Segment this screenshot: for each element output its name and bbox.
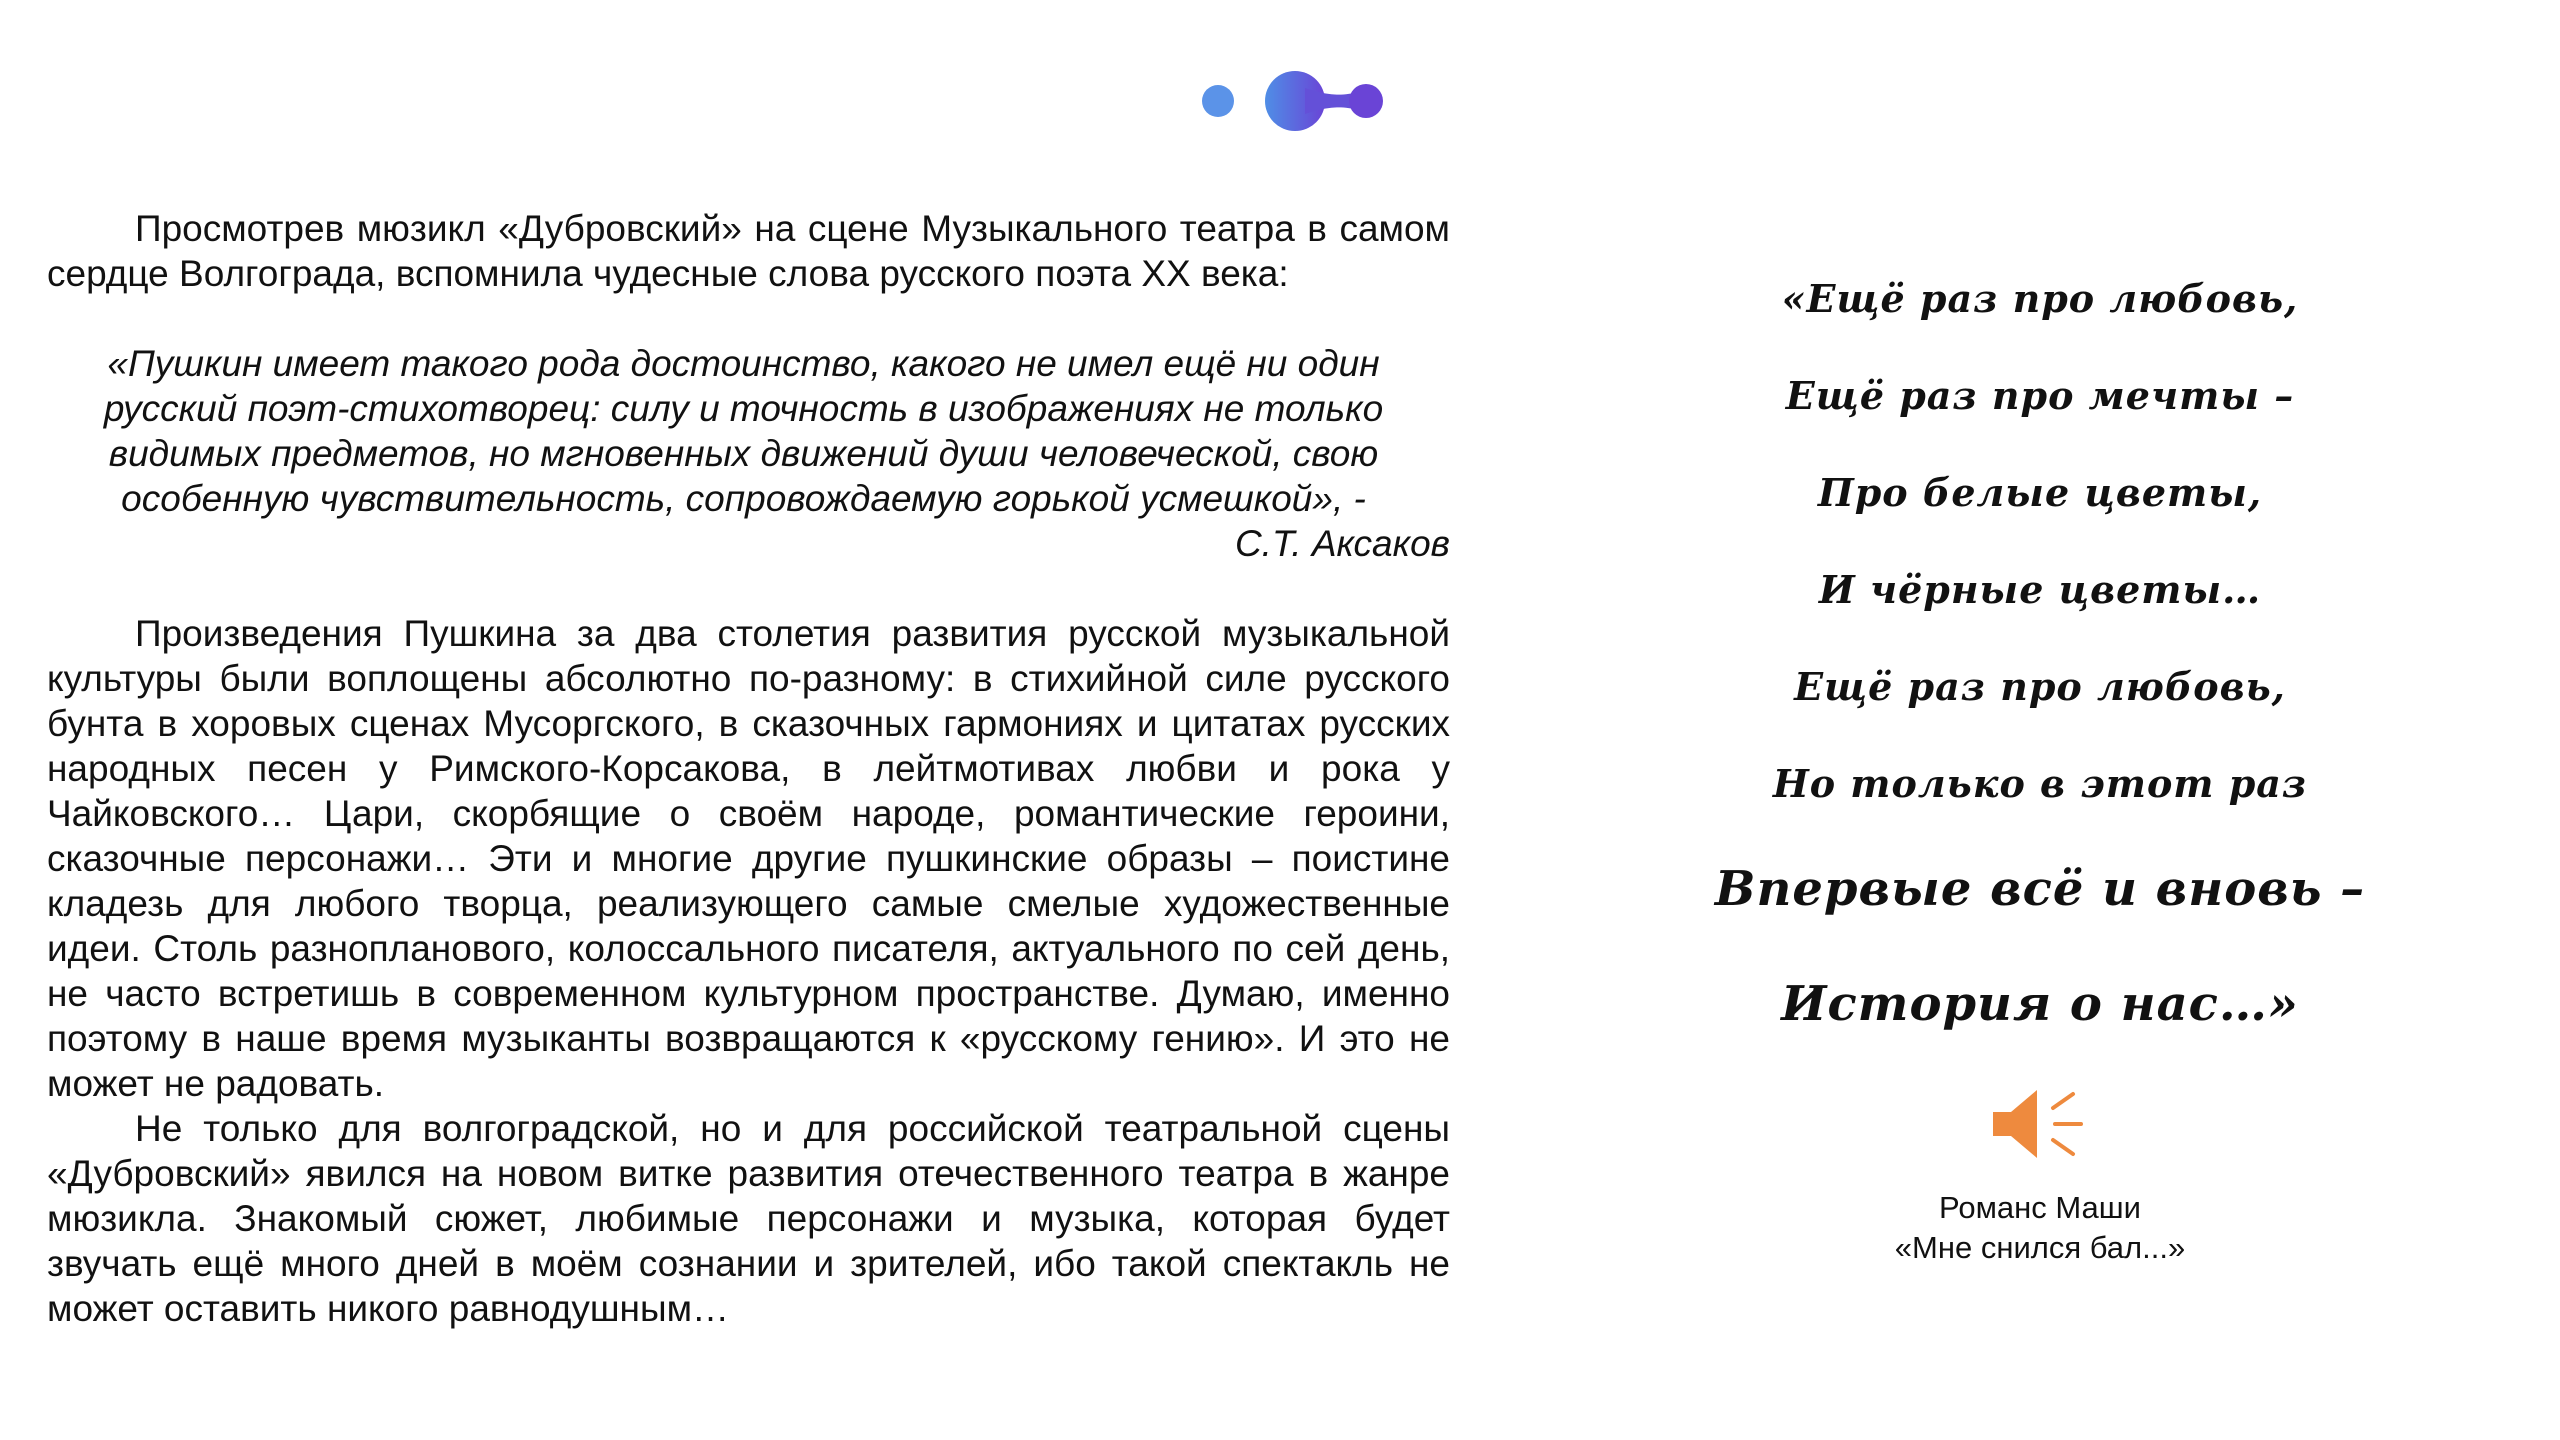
poem-line: Впервые всё и вновь – xyxy=(1714,861,2366,917)
audio-caption xyxy=(1700,1188,2380,1268)
poem-line: Ещё раз про любовь, xyxy=(1794,664,2286,709)
article-paragraph-1: Произведения Пушкина за два столетия развития русской музыкальной культуры были воплощены абсолютно по-разному: в стихийной силе русского бунта в хоровых сценах Мусоргского, в сказочных гармониях и цитатах русских народных песен у Римского-Корсакова, в лейтмотивах любви и рока у Чайковского… Цари, скорбящие о своём народе, романтические героини, сказочные персонажи… Эти и многие другие пушкинские образы – поистине кладезь для любого творца, реализующего самые смелые художественные идеи. Столь разнопланового, колоссального писателя, актуального по сей день, не часто встретишь в современном культурном пространстве. Думаю, именно поэтому в наше время музыканты возвращаются к «русскому гению». И это не может не радовать. xyxy=(47,613,1450,1104)
speaker-icon[interactable] xyxy=(1985,1084,2095,1164)
article-paragraph-2: Не только для волгоградской, но и для российской театральной сцены «Дубровский» явился на новом витке развития отечественного театра в жанре мюзикла. Знакомый сюжет, любимые персонажи и музыка, которая будет звучать ещё много дней в моём сознании и зрителей, ибо такой спектакль не может оставить никого равнодушным… xyxy=(47,1108,1450,1329)
quote-author: С.Т. Аксаков xyxy=(1234,523,1450,564)
poem-line: Про белые цветы, xyxy=(1817,470,2263,515)
poem-line: И чёрные цветы… xyxy=(1818,567,2262,612)
audio-caption-subtitle: «Мне снился бал...» xyxy=(1894,1230,2186,1265)
poem-line: «Ещё раз про любовь, xyxy=(1781,276,2299,321)
article-intro: Просмотрев мюзикл «Дубровский» на сцене Музыкального театра в самом сердце Волгограда, вспомнила чудесные слова русского поэта XX века: xyxy=(47,208,1450,294)
audio-caption-title: Романс Маши xyxy=(1939,1190,2141,1225)
poem-line: Но только в этот раз xyxy=(1772,761,2308,806)
article-text xyxy=(47,206,1450,1331)
poem-block xyxy=(1700,250,2380,1268)
pushkin-quote: «Пушкин имеет такого рода достоинство, какого не имел ещё ни один русский поэт-стихотворец: силу и точность в изображениях не только видимых предметов, но мгновенных движений души человеческой, свою особенную чувствительность, сопровождаемую горькой усмешкой», - xyxy=(103,343,1384,519)
logo-icon xyxy=(1200,66,1390,136)
poem-line: История о нас…» xyxy=(1781,976,2299,1032)
poem-line: Ещё раз про мечты – xyxy=(1785,373,2295,418)
